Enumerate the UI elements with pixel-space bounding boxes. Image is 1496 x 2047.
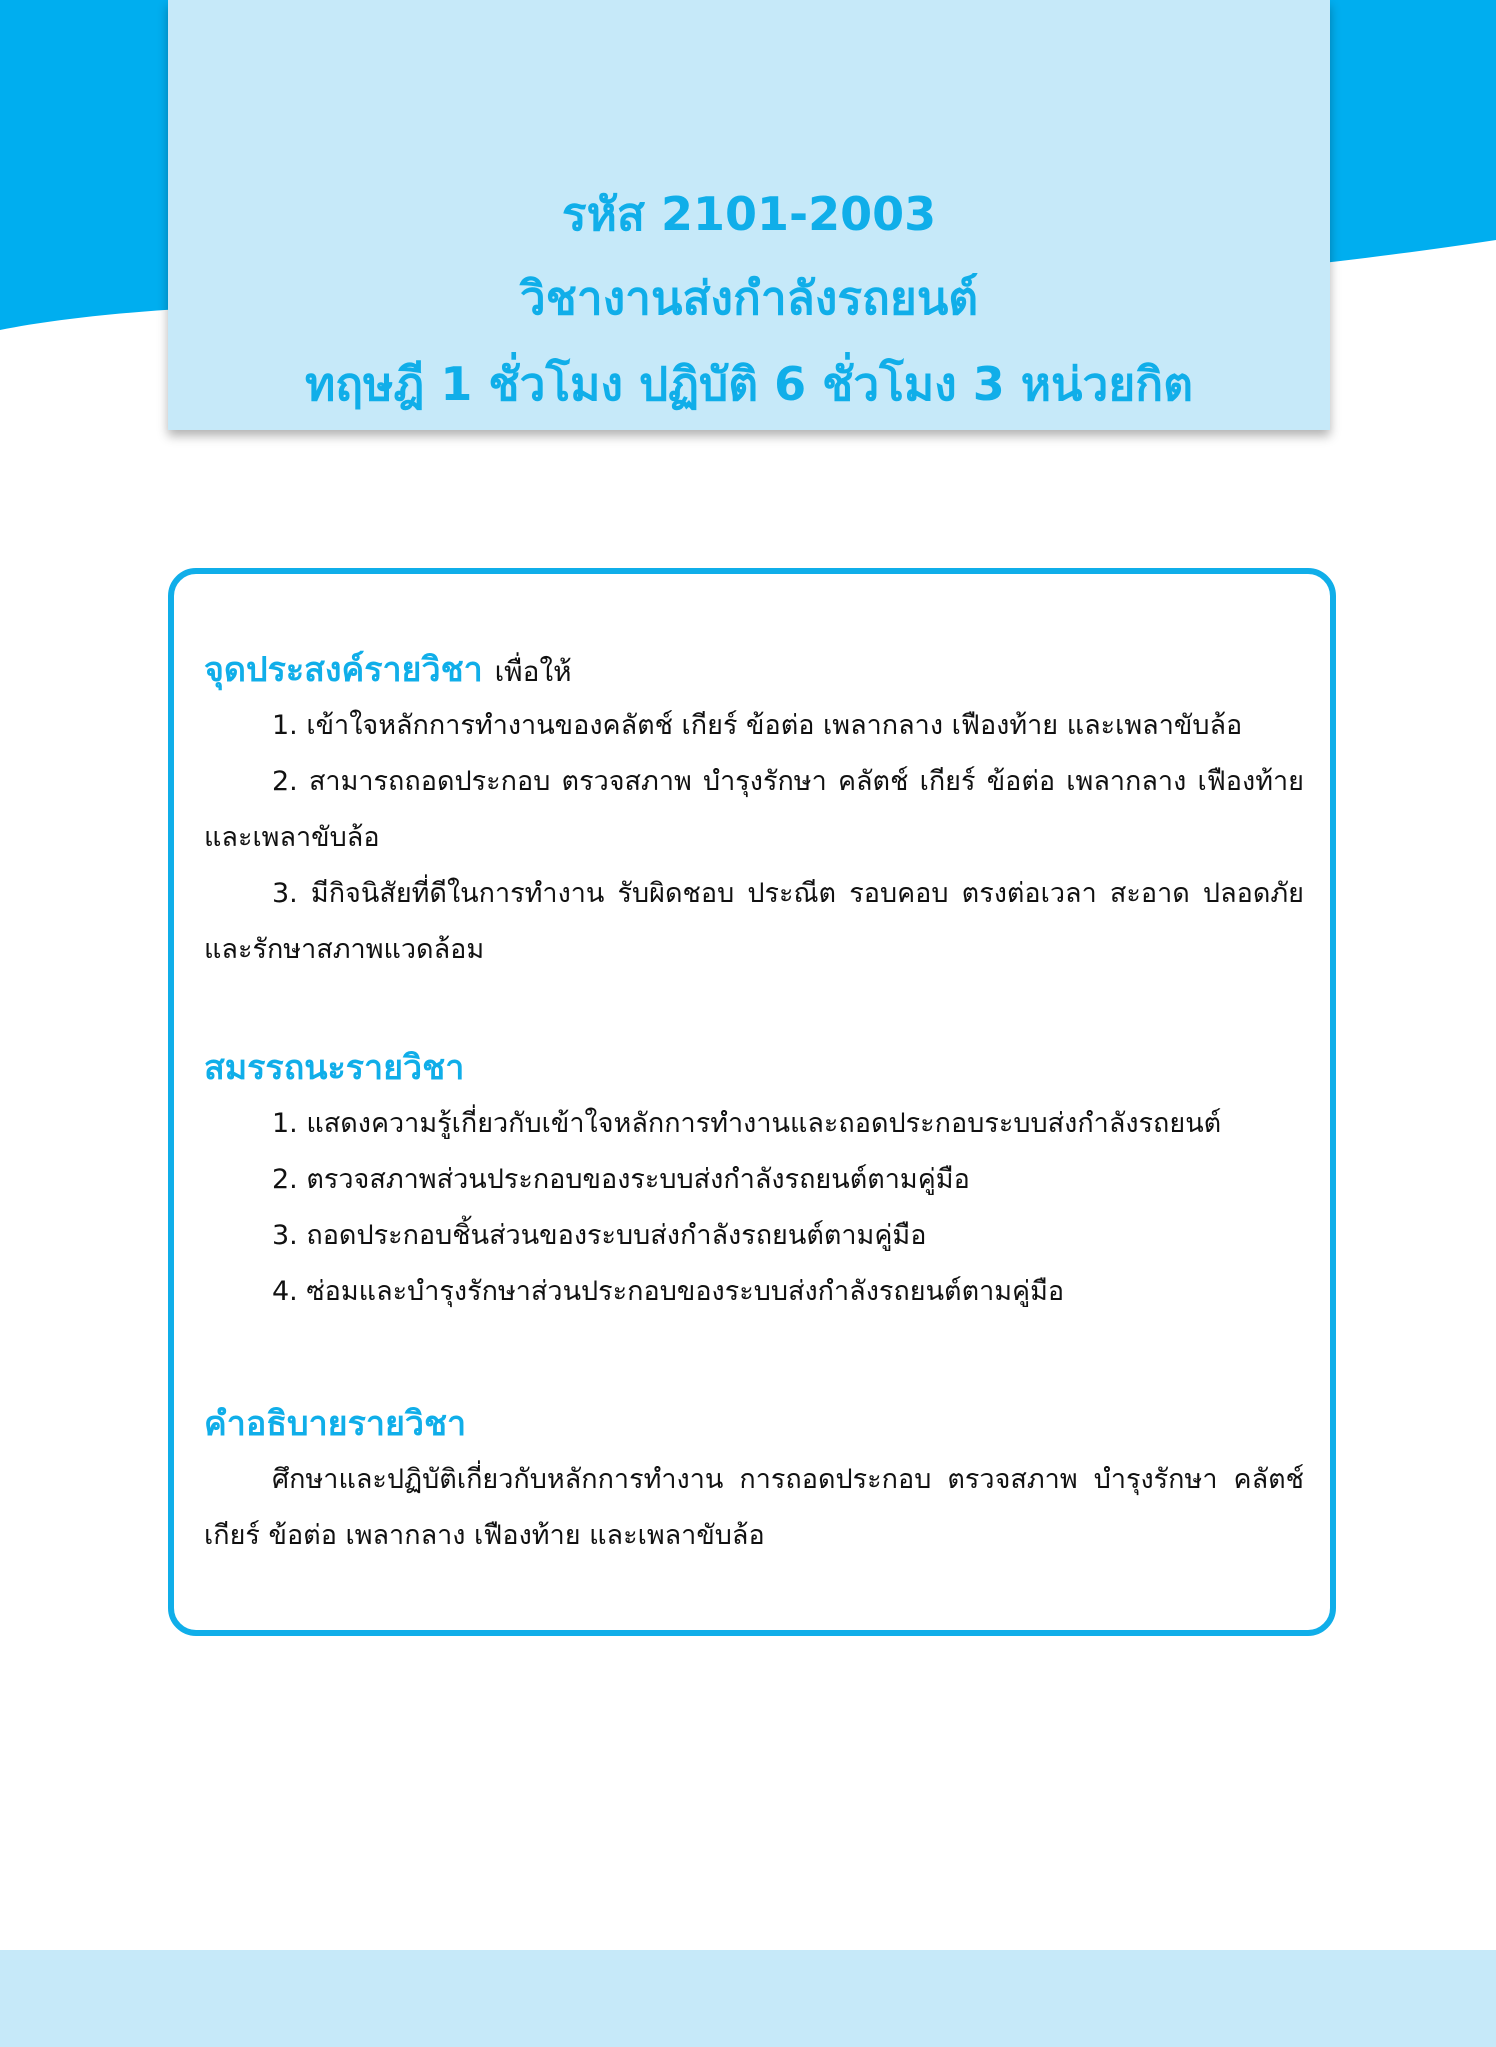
objective-item-1: 1. เข้าใจหลักการทำงานของคลัตช์ เกียร์ ข้อต่อ เพลากลาง เฟืองท้าย และเพลาขับล้อ — [272, 710, 1243, 741]
description-line-1: ศึกษาและปฏิบัติเกี่ยวกับหลักการทำงาน การถอดประกอบ ตรวจสภาพ บำรุงรักษา คลัตช์ — [272, 1464, 1304, 1495]
competency-item-3: 3. ถอดประกอบชิ้นส่วนของระบบส่งกำลังรถยนต์ตามคู่มือ — [272, 1220, 927, 1251]
description-title: คำอธิบายรายวิชา — [204, 1404, 467, 1444]
objective-item-3: 3. มีกิจนิสัยที่ดีในการทำงาน รับผิดชอบ ประณีต รอบคอบ ตรงต่อเวลา สะอาด ปลอดภัย — [272, 878, 1304, 909]
objective-item-2: 2. สามารถถอดประกอบ ตรวจสภาพ บำรุงรักษา คลัตช์ เกียร์ ข้อต่อ เพลากลาง เฟืองท้าย — [272, 766, 1304, 797]
objective-item-3-cont: และรักษาสภาพแวดล้อม — [204, 934, 485, 965]
course-hours: ทฤษฎี 1 ชั่วโมง ปฏิบัติ 6 ชั่วโมง 3 หน่วยกิต — [304, 357, 1193, 411]
objectives-title-suffix: เพื่อให้ — [494, 655, 572, 688]
objective-item-2-cont: และเพลาขับล้อ — [204, 822, 380, 853]
competency-item-2: 2. ตรวจสภาพส่วนประกอบของระบบส่งกำลังรถยนต์ตามคู่มือ — [272, 1164, 970, 1195]
competency-item-1: 1. แสดงความรู้เกี่ยวกับเข้าใจหลักการทำงานและถอดประกอบระบบส่งกำลังรถยนต์ — [272, 1108, 1222, 1139]
course-subject: วิชางานส่งกำลังรถยนต์ — [519, 271, 979, 325]
course-info-box — [168, 568, 1336, 1636]
competency-item-4: 4. ซ่อมและบำรุงรักษาส่วนประกอบของระบบส่งกำลังรถยนต์ตามคู่มือ — [272, 1276, 1065, 1307]
course-code: รหัส 2101-2003 — [561, 187, 937, 241]
objectives-title: จุดประสงค์รายวิชา — [204, 650, 483, 690]
competencies-title: สมรรถนะรายวิชา — [204, 1048, 465, 1088]
footer-band — [0, 1950, 1496, 2047]
objectives-heading — [204, 642, 572, 696]
course-header — [168, 0, 1330, 430]
description-line-2: เกียร์ ข้อต่อ เพลากลาง เฟืองท้าย และเพลาขับล้อ — [204, 1520, 765, 1551]
